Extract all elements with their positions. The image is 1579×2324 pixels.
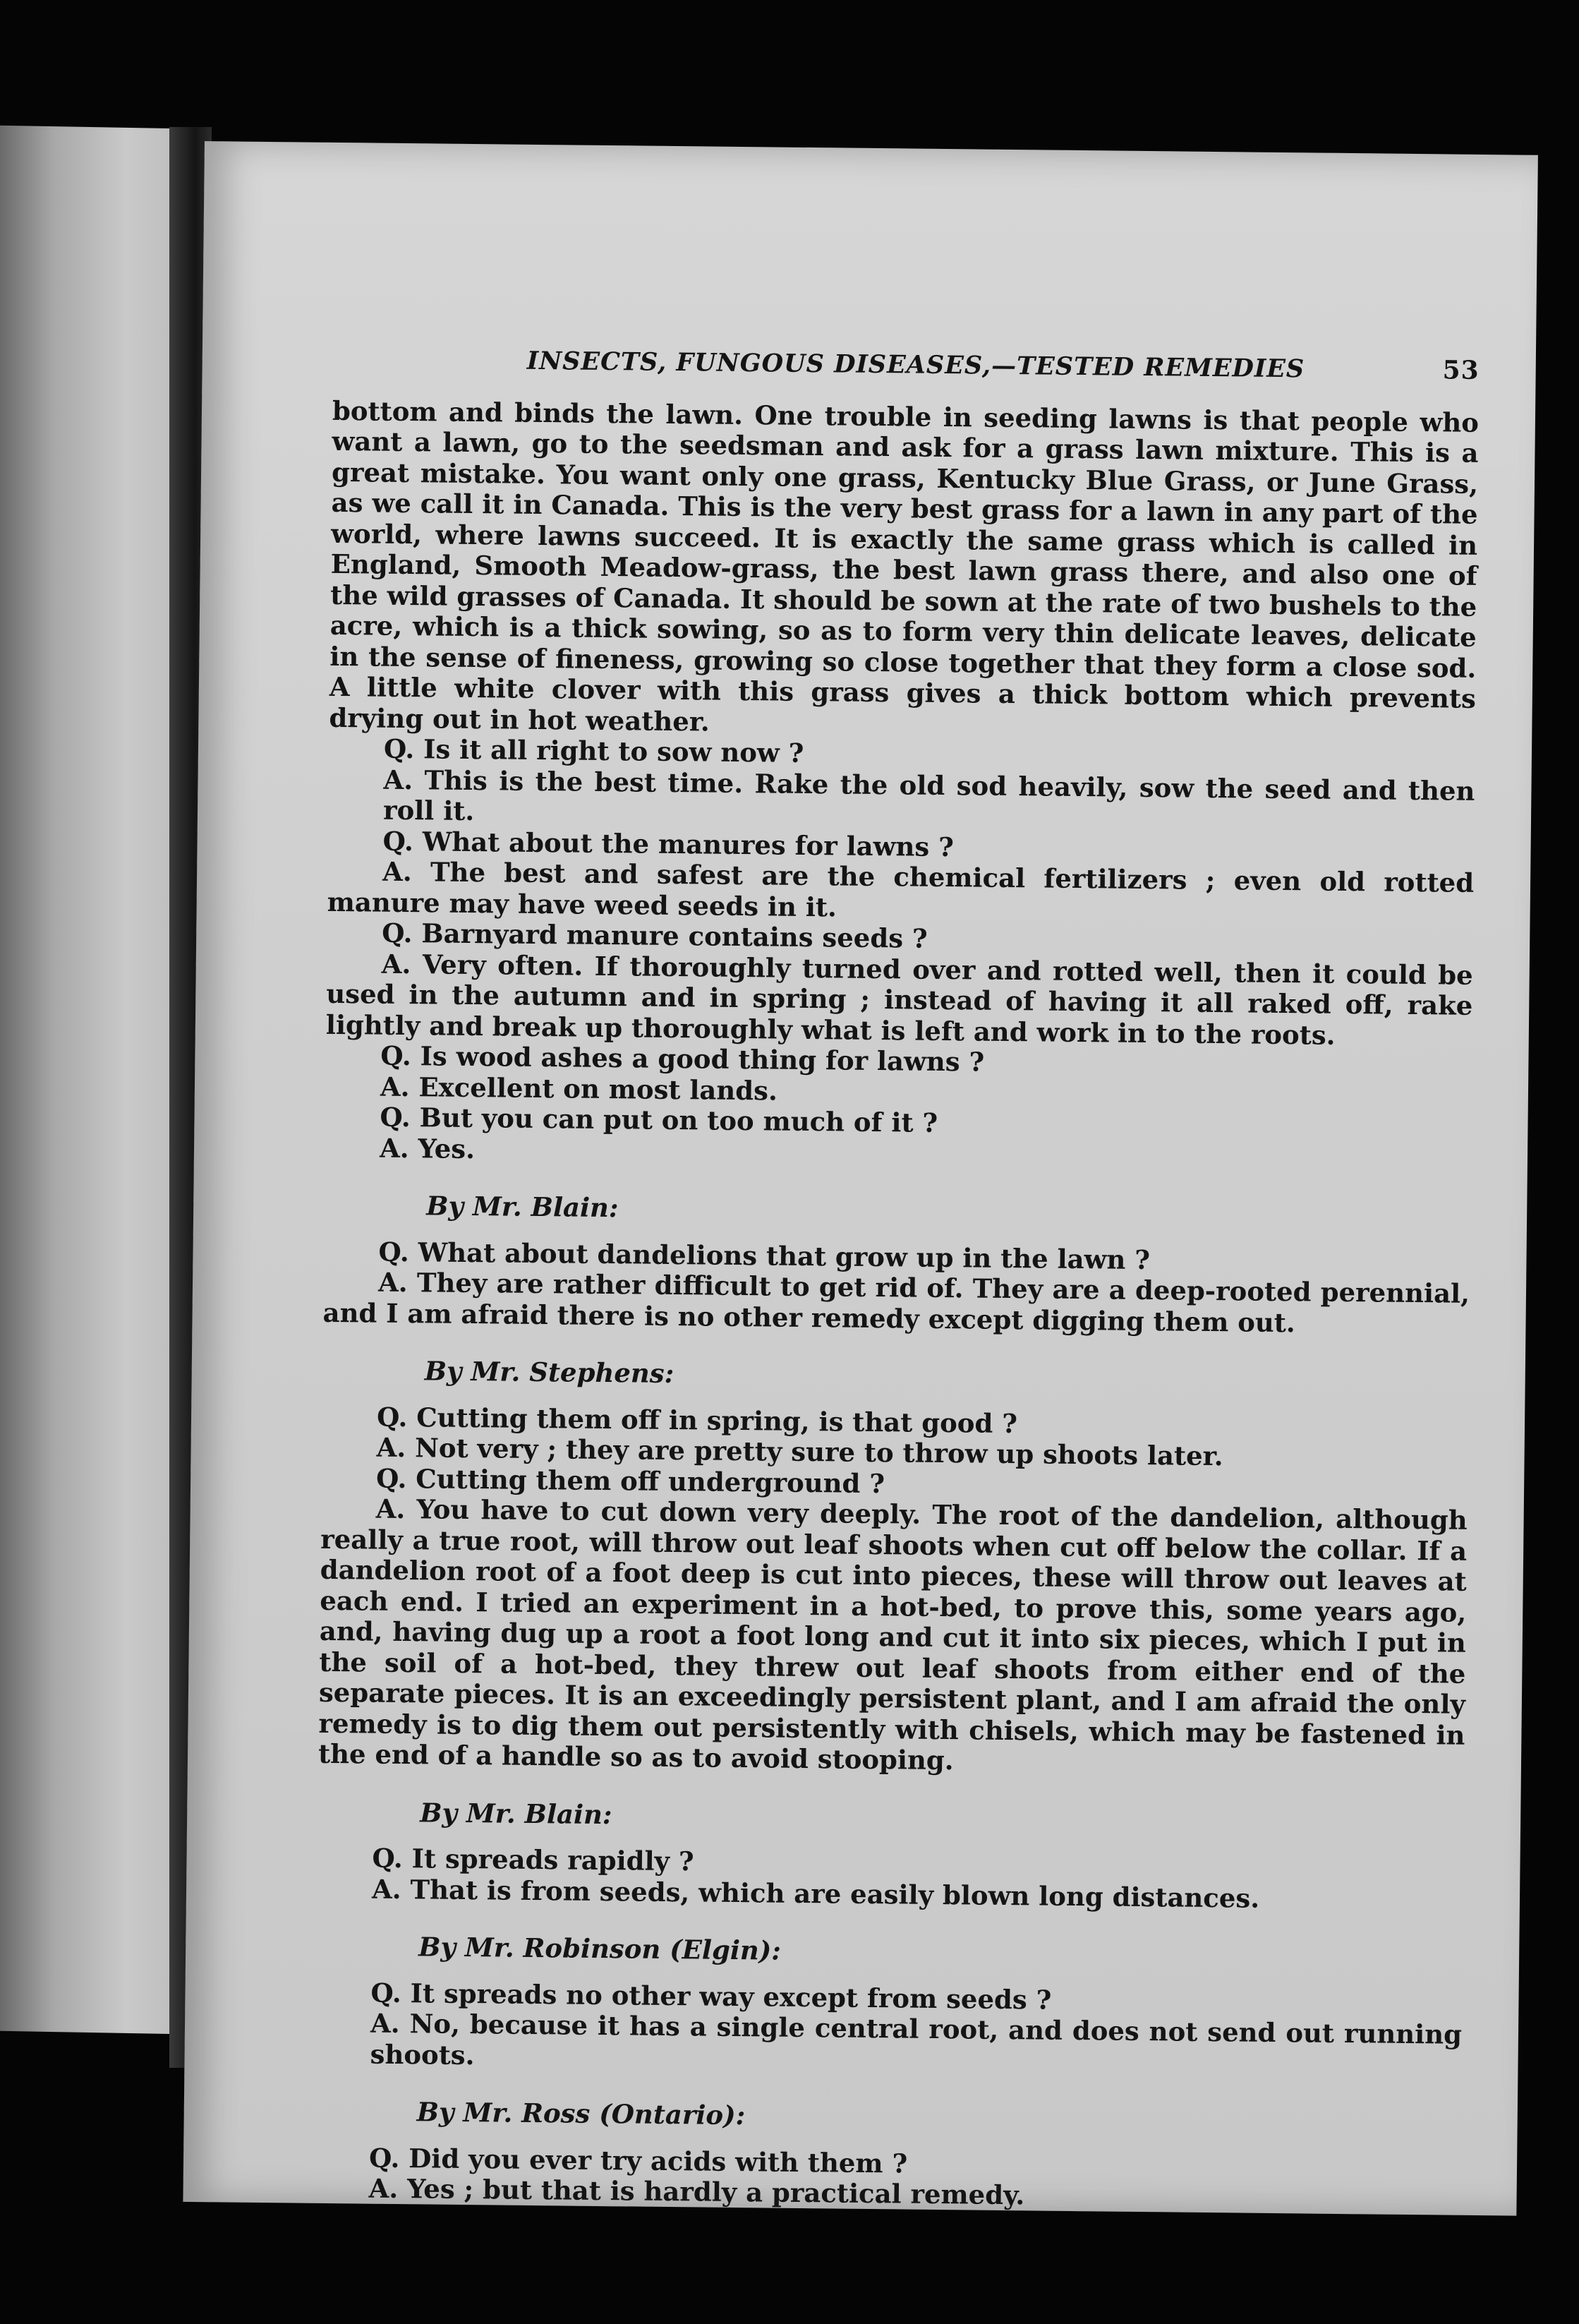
qa-line: A. This is the best time. Rake the old sod heavily, sow the seed and then roll it. — [382, 764, 1475, 827]
left-page-edge — [0, 126, 180, 2034]
qa-line: Q. What about dandelions that grow up in the lawn ? — [378, 1236, 1151, 1275]
qa-line: Q. Is wood ashes a good thing for lawns ? — [380, 1040, 985, 1078]
qa-line: A. Not very ; they are pretty sure to throw up shoots later. — [376, 1431, 1223, 1472]
page-text-block — [313, 344, 1480, 2215]
qa-line: Q. Is it all right to sow now ? — [383, 733, 804, 769]
qa-line: A. They are rather difficult to get rid of. They are a deep-rooted perennial, and I am afraid there is no other remedy except digging them out. — [322, 1266, 1470, 1338]
speaker-heading: By Mr. Blain: — [419, 1796, 612, 1830]
qa-line: A. No, because it has a single central root, and does not send out running shoots. — [370, 2007, 1463, 2071]
qa-line: Q. It spreads rapidly ? — [372, 1842, 694, 1877]
qa-line: Q. Cutting them off in spring, is that good ? — [376, 1401, 1018, 1439]
qa-line: Q. What about the manures for lawns ? — [382, 825, 955, 862]
speaker-heading: By Mr. Ross (Ontario): — [416, 2096, 746, 2131]
running-header-title: INSECTS, FUNGOUS DISEASES,—TESTED REMEDIES — [526, 346, 1305, 384]
qa-line: A. Excellent on most lands. — [380, 1071, 778, 1107]
speaker-heading: By Mr. Stephens: — [424, 1355, 674, 1390]
qa-line: Q. Barnyard manure contains seeds ? — [382, 917, 928, 954]
qa-line: Q. Cutting them off underground ? — [375, 1462, 885, 1499]
qa-line: Q. It spreads no other way except from seeds ? — [370, 1977, 1052, 2016]
running-header — [527, 346, 1480, 387]
qa-line: Q. Did you ever try acids with them ? — [368, 2142, 908, 2179]
qa-line: A. That is from seeds, which are easily blown long distances. — [371, 1873, 1260, 1914]
qa-line: A. You have to cut down very deeply. The root of the dandelion, although really a true root, will throw out leaf shoots when cut off below the collar. If a dandelion root of a foot deep is cut into pieces, these will throw out leaves at each end. I tried an experiment in a hot-bed, to prove this, some years ago, and, having dug up a root a foot long and cut it into six pieces, which I put in the soil of a hot-bed, they threw out leaf shoots from either end of the separate pieces. It is an exceedingly persistent plant, and I am afraid the only remedy is to dig them out persistently with chisels, which may be fastened in the end of a handle so as to avoid stooping. — [317, 1493, 1468, 1776]
opening-paragraph: bottom and binds the lawn. One trouble in seeding lawns is that people who want a lawn, go to the seedsman and ask for a grass lawn mixture. This is a great mistake. You want only one grass, Kentucky Blue Grass, or June Grass, as we call it in Canada. This is the very best grass for a lawn in any part of the world, where lawns succeed. It is exactly the same grass which is called in England, Smooth Meadow-grass, the best lawn grass there, and also one of the wild grasses of Canada. It should be sown at the rate of two bushels to the acre, which is a thick sowing, so as to form very thin delicate leaves, delicate in the sense of fineness, growing so close together that they form a close sod. A little white clover with this grass gives a thick bottom which prevents drying out in hot weather. — [329, 395, 1480, 737]
qa-line: A. Very often. If thoroughly turned over and rotted well, then it could be used in the autumn and in spring ; instead of having it all raked off, rake lightly and break up thoroughly what is left and work in to the roots. — [325, 948, 1473, 1051]
speaker-heading: By Mr. Robinson (Elgin): — [418, 1931, 782, 1966]
qa-line: A. Yes. — [379, 1132, 476, 1164]
qa-line: Q. But you can put on too much of it ? — [380, 1101, 938, 1138]
page-number: 53 — [1442, 355, 1480, 385]
qa-line: A. The best and safest are the chemical fertilizers ; even old rotted manure may have weed seeds in it. — [327, 855, 1475, 922]
qa-line: A. Yes ; but that is hardly a practical remedy. — [368, 2172, 1025, 2211]
speaker-heading: By Mr. Blain: — [425, 1190, 619, 1224]
book-page — [183, 141, 1537, 2216]
